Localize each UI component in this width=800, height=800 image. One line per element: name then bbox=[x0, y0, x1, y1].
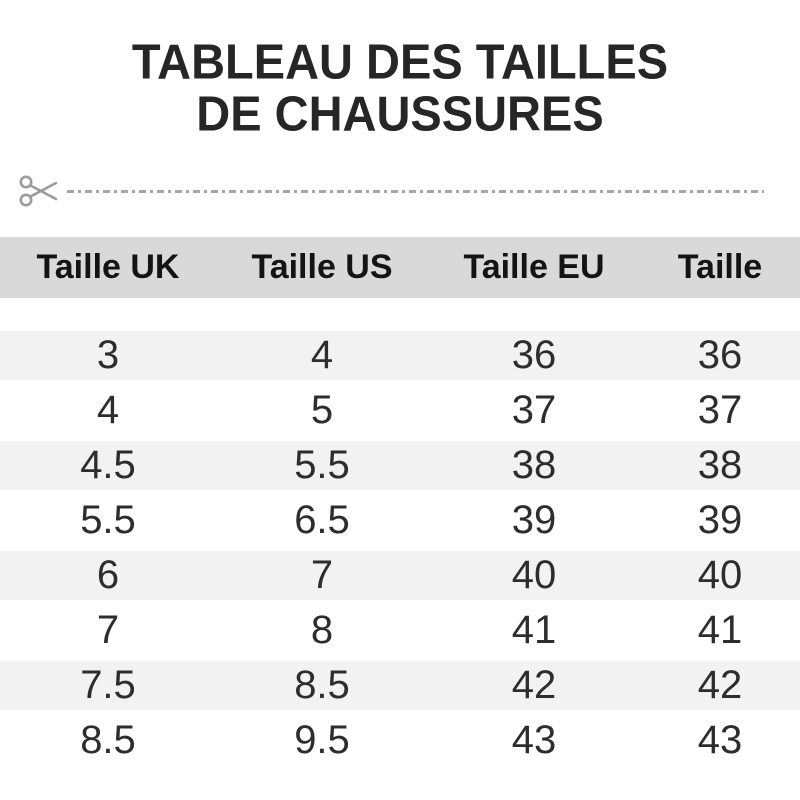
table-row bbox=[0, 713, 800, 768]
table-cell: 42 bbox=[511, 663, 557, 708]
table-cell: 40 bbox=[697, 553, 743, 598]
table-cell: 43 bbox=[511, 718, 557, 763]
table-cell: 6 bbox=[96, 553, 120, 598]
table-cell: 4.5 bbox=[80, 443, 136, 488]
header-taille-eu: Taille EU bbox=[463, 248, 605, 287]
size-table bbox=[0, 237, 800, 768]
scissors-icon bbox=[18, 172, 60, 210]
table-cell: 7.5 bbox=[80, 663, 136, 708]
header-taille-us: Taille US bbox=[251, 248, 393, 287]
table-cell: 7 bbox=[96, 608, 120, 653]
table-row bbox=[0, 603, 800, 658]
table-cell: 38 bbox=[697, 443, 743, 488]
header-taille-uk: Taille UK bbox=[36, 248, 180, 287]
table-header-row bbox=[0, 237, 800, 298]
page-title-line-1: TABLEAU DES TAILLES bbox=[131, 33, 669, 90]
table-cell: 36 bbox=[511, 333, 557, 378]
table-cell: 9.5 bbox=[294, 718, 350, 763]
table-row bbox=[0, 328, 800, 383]
table-cell: 8.5 bbox=[294, 663, 350, 708]
table-cell: 39 bbox=[511, 498, 557, 543]
table-cell: 4 bbox=[310, 333, 334, 378]
table-cell: 43 bbox=[697, 718, 743, 763]
cut-line bbox=[18, 172, 764, 210]
table-row bbox=[0, 493, 800, 548]
cut-line-dashes bbox=[67, 190, 764, 193]
table-cell: 5.5 bbox=[294, 443, 350, 488]
table-cell: 36 bbox=[697, 333, 743, 378]
table-cell: 41 bbox=[511, 608, 557, 653]
table-row bbox=[0, 658, 800, 713]
table-cell: 8 bbox=[310, 608, 334, 653]
page-title bbox=[0, 0, 800, 139]
table-cell: 8.5 bbox=[80, 718, 136, 763]
table-cell: 37 bbox=[511, 388, 557, 433]
table-cell: 42 bbox=[697, 663, 743, 708]
table-cell: 40 bbox=[511, 553, 557, 598]
table-cell: 5.5 bbox=[80, 498, 136, 543]
table-row bbox=[0, 383, 800, 438]
table-row bbox=[0, 548, 800, 603]
table-row bbox=[0, 438, 800, 493]
table-cell: 5 bbox=[310, 388, 334, 433]
table-cell: 41 bbox=[697, 608, 743, 653]
table-cell: 39 bbox=[697, 498, 743, 543]
table-cell: 37 bbox=[697, 388, 743, 433]
table-cell: 6.5 bbox=[294, 498, 350, 543]
table-cell: 38 bbox=[511, 443, 557, 488]
table-cell: 4 bbox=[96, 388, 120, 433]
table-cell: 7 bbox=[310, 553, 334, 598]
header-taille: Taille bbox=[677, 248, 763, 287]
table-cell: 3 bbox=[96, 333, 120, 378]
page-title-line-2: DE CHAUSSURES bbox=[196, 85, 604, 141]
table-body bbox=[0, 328, 800, 768]
